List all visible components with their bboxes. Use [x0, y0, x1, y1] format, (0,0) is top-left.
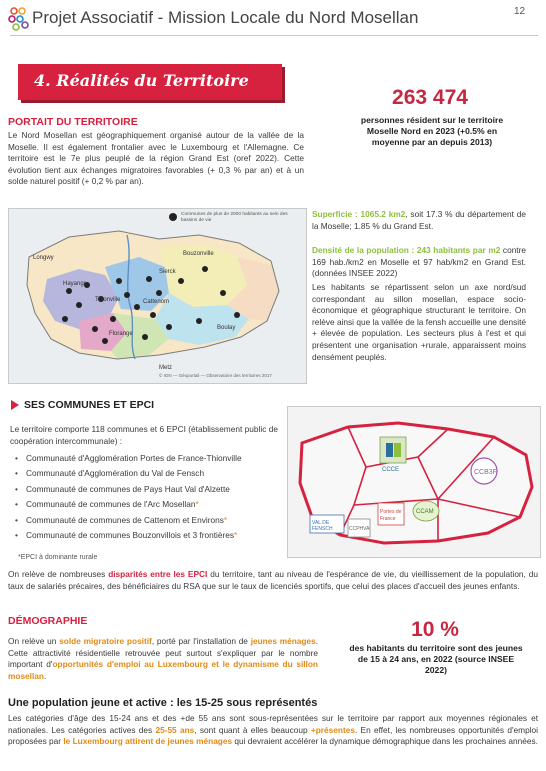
svg-text:Boulay: Boulay	[217, 325, 236, 331]
svg-text:Thionville: Thionville	[95, 297, 121, 303]
section-banner	[18, 64, 282, 100]
epci-map	[287, 406, 541, 558]
population-jeune-title: Une population jeune et active : les 15-25 sous représentés	[8, 697, 318, 709]
svg-text:France: France	[380, 516, 396, 522]
section-banner-label: 4. Réalités du Territoire	[34, 71, 249, 90]
epci-list	[14, 451, 242, 543]
svg-text:Sierck: Sierck	[159, 269, 176, 275]
document-title: Projet Associatif - Mission Locale du Nord Mosellan	[32, 8, 419, 27]
stat-jeunes-desc: des habitants du territoire sont des jeunes de 15 à 24 ans, en 2022 (source INSEE 2022)	[349, 643, 523, 675]
stat-population-value: 263 474	[392, 86, 468, 109]
page-number: 12	[514, 6, 526, 17]
demographie-title: DÉMOGRAPHIE	[8, 615, 88, 627]
list-item: • Communauté d'Agglomération Portes de France-Thionville	[14, 451, 242, 466]
territory-map-source: © IGN — Géoportail — Observatoire des territoires 2017	[159, 373, 272, 378]
svg-text:CCB3F: CCB3F	[474, 469, 497, 476]
superficie-paragraph	[312, 209, 526, 232]
densite-label: Densité de la population : 243 habitants par m2	[312, 245, 501, 255]
svg-text:Cattenom: Cattenom	[143, 299, 170, 305]
disparites-highlight: disparités entre les EPCI	[108, 569, 208, 579]
epci-footnote: *EPCI à dominante rurale	[18, 554, 98, 561]
list-item: • Communauté d'Agglomération du Val de Fensch	[14, 466, 242, 481]
svg-text:Hayange: Hayange	[63, 281, 88, 287]
triangle-bullet-icon	[10, 399, 20, 411]
portrait-title: PORTAIT DU TERRITOIRE	[8, 116, 138, 128]
list-item: • Communauté de communes de Pays Haut Val d'Alzette	[14, 482, 242, 497]
densite-text: contre 169 hab./km2 en Moselle et 97 hab/km2 en Grand Est. (données INSEE 2022)	[312, 245, 526, 279]
communes-title: SES COMMUNES ET EPCI	[24, 399, 155, 411]
territory-map-legend: Communes de plus de 2000 habitants au sein des bassins de vie	[181, 212, 288, 223]
svg-text:Bouzonville: Bouzonville	[183, 251, 214, 257]
svg-text:Longwy: Longwy	[33, 255, 54, 261]
svg-text:CCAM: CCAM	[416, 509, 434, 515]
svg-text:FENSCH: FENSCH	[312, 526, 333, 532]
communes-intro: Le territoire comporte 118 communes et 6 EPCI (établissement public de coopération intercommunale) :	[10, 424, 278, 446]
list-item: • Communauté de communes de l'Arc Mosellan*	[14, 497, 242, 512]
epci-map-drawing	[288, 407, 540, 557]
header-divider	[10, 35, 538, 36]
population-jeune-paragraph: Les catégories d'âge des 15-24 ans et des +de 55 ans sont sous-représentées sur le territoire par rapport aux moyennes régionales et nationales. Les catégories actives des 25-55 ans, sont quant à elles beaucoup +présentes. En effet, les nombreuses opportunités d'emploi proposées par le Luxembourg attirent de jeunes ménages qui devraient accélérer la dynamique démographique dans les prochaines années.	[8, 713, 539, 747]
disparites-paragraph: On relève de nombreuses disparités entre les EPCI du territoire, tant au niveau de l'espérance de vie, du vieillissement de la population, du taux de salariés précaires, des bénéficiaires du RSA que sur le taux de licenciés sportifs, que celui des places d'accueil des jeunes enfants.	[8, 569, 538, 591]
svg-text:Florange: Florange	[109, 331, 133, 337]
demographie-paragraph: On relève un solde migratoire positif, porté par l'installation de jeunes ménages. Cette attractivité résidentielle retrouvée peut surtout s'expliquer par le nombre important d'opportunités d'emploi au Luxembourg et le dynamisme du sillon mosellan.	[8, 636, 319, 681]
page-header	[0, 0, 546, 36]
portrait-text: Le Nord Mosellan est géographiquement organisé autour de la vallée de la Moselle. Il est également frontalier avec le Luxembourg et l'Allemagne. Ce territoire est le 7e plus peuplé de la région Grand Est (oref 2022). Cette évolution tient aux échanges migratoires favorables (+ 0,3 % par an) et à un solde naturel positif (+ 0,2 % par an).	[8, 130, 304, 187]
superficie-label: Superficie : 1065.2 km2	[312, 209, 406, 219]
svg-text:VAL DE: VAL DE	[312, 520, 330, 526]
stat-jeunes-value: 10 %	[411, 618, 459, 641]
habitants-paragraph: Les habitants se répartissent selon un axe nord/sud correspondant au sillon mosellan, espace socio-économique et géographique structurant le territoire. On relève ainsi que la vallée de la fensh accueille une densité + élevée de population. Les secteurs plus à l'est et qui présentent une organisation +rurale, apparaissent moins densément peuplés.	[312, 282, 526, 362]
list-item: • Communauté de communes de Cattenom et Environs*	[14, 513, 242, 528]
svg-text:Portes de: Portes de	[380, 509, 402, 515]
svg-text:CCPHVA: CCPHVA	[349, 526, 370, 532]
superficie-text: , soit 17.3 % du département de la Moselle; 1.85 % du Grand Est.	[312, 209, 526, 231]
list-item: • Communauté de communes Bouzonvillois et 3 frontières*	[14, 528, 242, 543]
densite-paragraph	[312, 245, 526, 280]
territory-map	[8, 208, 307, 384]
mission-locale-logo	[8, 6, 30, 32]
territory-map-drawing	[9, 209, 306, 383]
svg-text:CCCE: CCCE	[382, 467, 400, 473]
stat-population-desc: personnes résident sur le territoire Moselle Nord en 2023 (+0.5% en moyenne par an depuis 2013)	[360, 115, 504, 147]
svg-text:Metz: Metz	[159, 365, 173, 371]
